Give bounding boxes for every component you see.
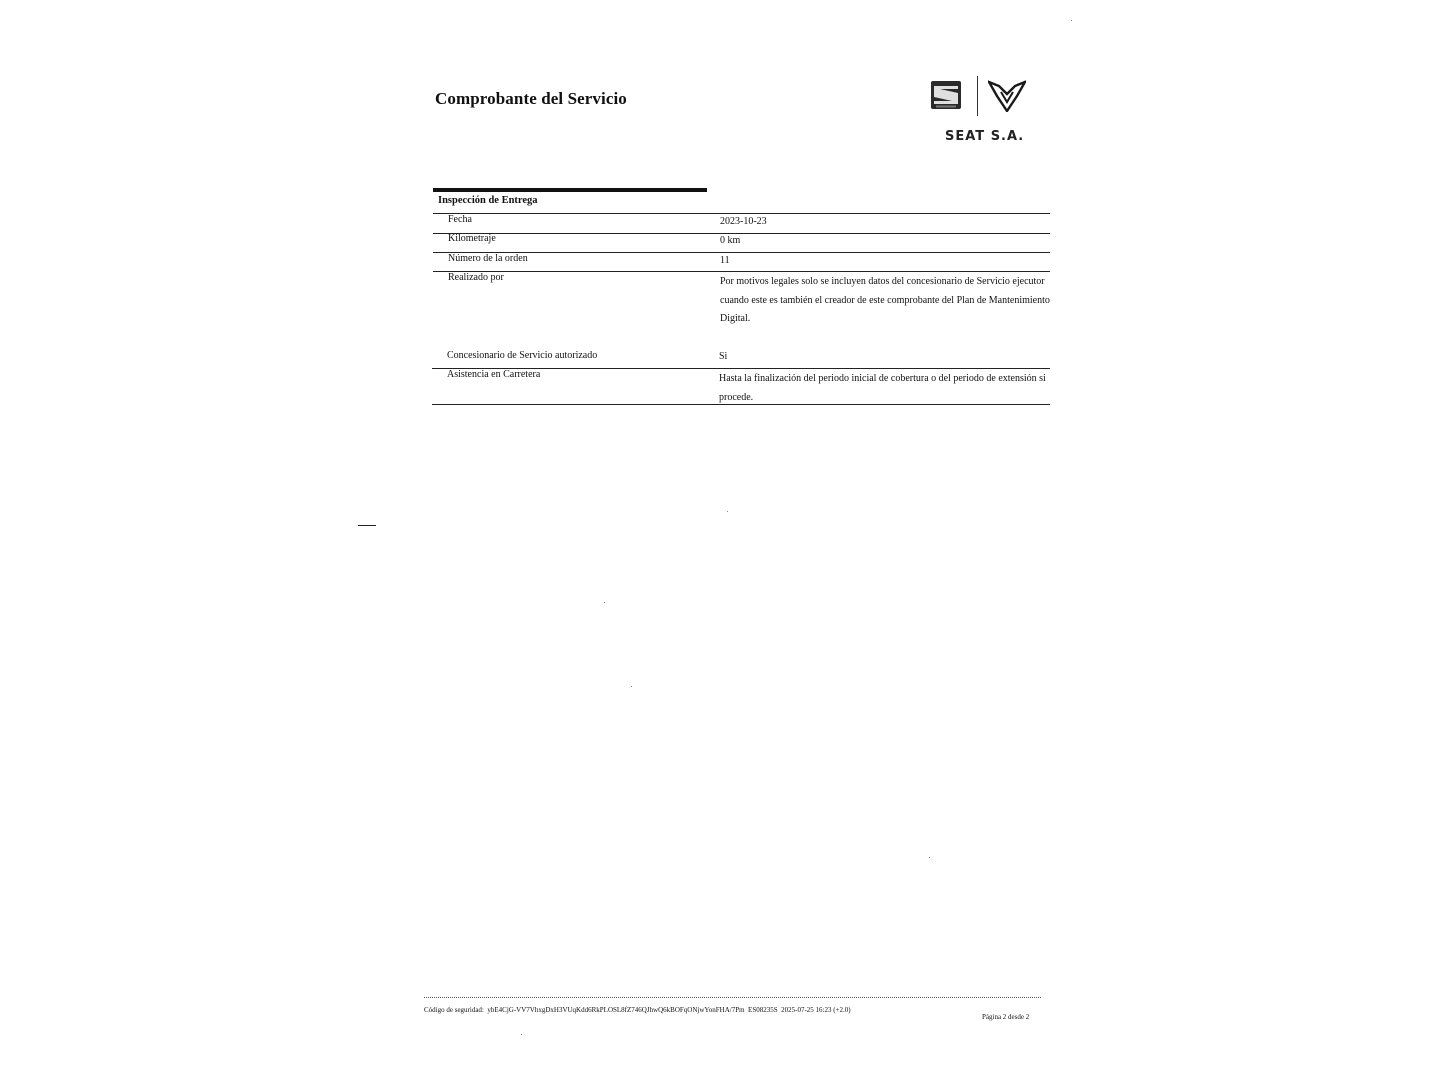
- row-label-realizado-por: Realizado por: [448, 272, 504, 283]
- row-value-concesionario: Si: [719, 351, 728, 362]
- security-code: ybE4CjG-VV7VhxgDxH3VUqKdd6RkPLOSL8fZ746QJhwQ6kBOFqONjwYonFHA/7Pm: [487, 1006, 745, 1014]
- row-value-fecha: 2023-10-23: [720, 216, 767, 227]
- dealer-code: ES08235S: [748, 1006, 778, 1014]
- brand-name: SEAT S.A.: [945, 129, 1025, 144]
- row-label-asistencia: Asistencia en Carretera: [447, 369, 541, 380]
- footer-rule: [424, 997, 1041, 998]
- footer-security-line: [424, 1006, 851, 1014]
- seat-logo-icon: [931, 81, 961, 109]
- cupra-logo-icon: [988, 80, 1026, 112]
- row-value-realizado-por: Por motivos legales solo se incluyen datos del concesionario de Servicio ejecutor cuando este es también el creador de este comprobante del Plan de Mantenimiento Digital.: [720, 276, 1050, 324]
- scan-speck: [604, 602, 605, 603]
- logo-divider: [977, 76, 978, 116]
- security-label: Código de seguridad:: [424, 1006, 484, 1014]
- row-divider: [433, 271, 1050, 272]
- row-label-kilometraje: Kilometraje: [448, 233, 496, 244]
- scan-speck: [727, 511, 728, 512]
- scan-speck: [1071, 20, 1072, 21]
- scan-speck: [521, 1034, 522, 1035]
- row-label-concesionario: Concesionario de Servicio autorizado: [447, 350, 598, 361]
- scan-speck: [929, 857, 930, 858]
- section-heading-bar: [433, 188, 707, 192]
- row-divider: [432, 404, 1050, 405]
- page-number: Página 2 desde 2: [982, 1013, 1030, 1021]
- row-label-fecha: Fecha: [448, 214, 472, 225]
- row-value-kilometraje: 0 km: [720, 235, 741, 246]
- document-title: Comprobante del Servicio: [435, 89, 627, 108]
- scan-speck: [631, 686, 632, 687]
- row-value-asistencia: Hasta la finalización del periodo inicial de cobertura o del periodo de extensión si procede.: [719, 373, 1046, 403]
- section-heading: Inspección de Entrega: [438, 195, 538, 206]
- footer-timestamp: 2025-07-25 16:23 (+2.0): [781, 1006, 851, 1014]
- row-value-numero-orden: 11: [720, 255, 730, 266]
- row-label-numero-orden: Número de la orden: [448, 253, 528, 264]
- row-divider: [433, 233, 1050, 234]
- margin-mark: [358, 525, 376, 526]
